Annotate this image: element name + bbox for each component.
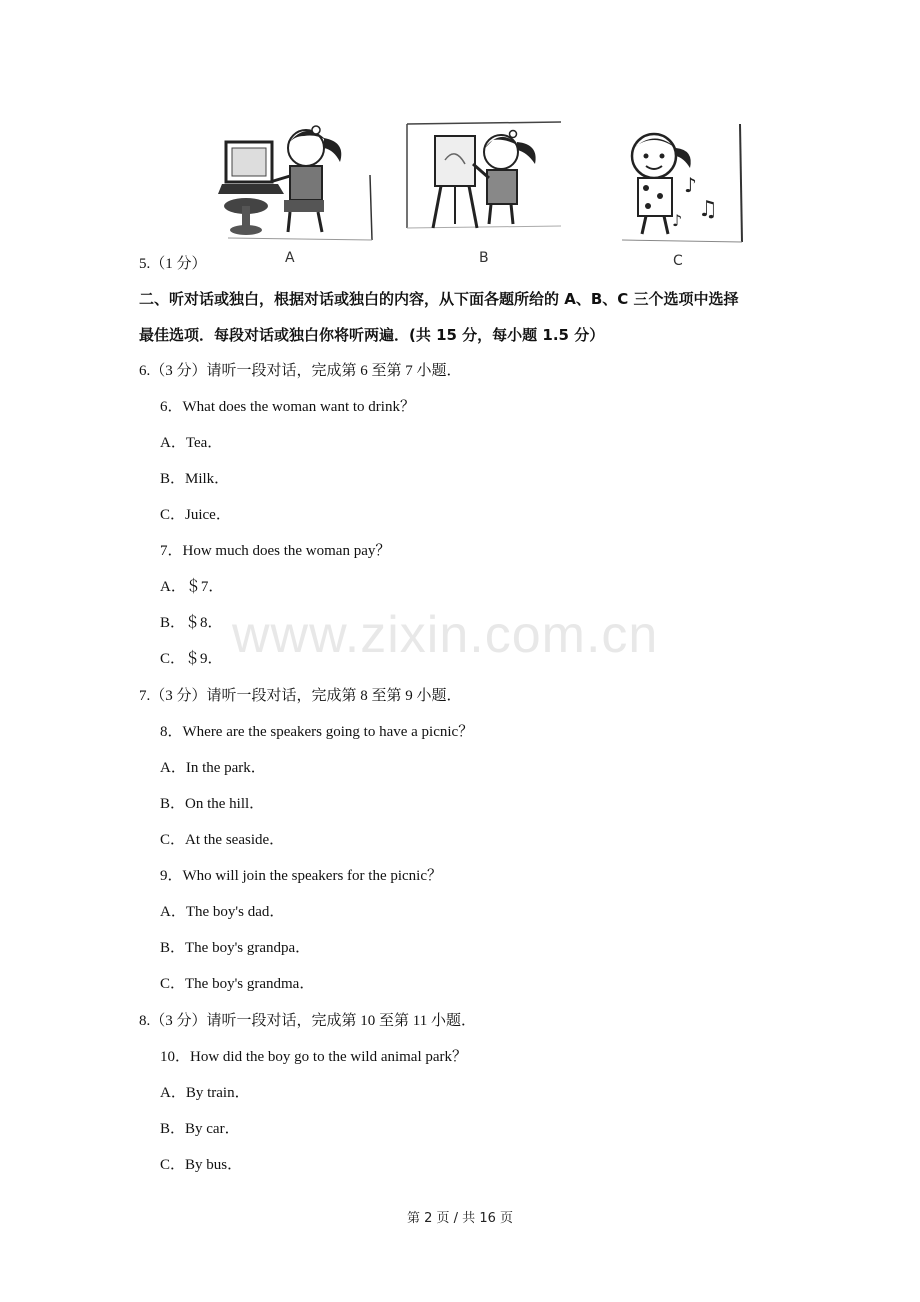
picture-c-label: C [673,253,683,269]
question-6-header: 6.（3 分）请听一段对话，完成第 6 至第 7 小题． [139,363,462,379]
girl-painting-easel-icon [405,120,563,232]
picture-b-label: B [479,250,489,266]
section-2-instruction-line-2: 最佳选项．每段对话或独白你将听两遍．(共 15 分，每小题 1.5 分） [139,326,605,344]
picture-c [614,122,746,246]
watermark: www.zixin.com.cn [232,606,659,664]
sub-question-6-option-c: C．Juice． [160,507,231,523]
svg-text:♫: ♫ [698,197,718,222]
sub-question-7-option-b: B．＄8． [160,615,223,631]
question-7-header: 7.（3 分）请听一段对话，完成第 8 至第 9 小题． [139,688,462,704]
sub-question-10-option-c: C．By bus． [160,1157,243,1173]
sub-question-9-option-a: A．The boy's dad． [160,904,285,920]
sub-question-6-option-a: A．Tea． [160,435,223,451]
sub-question-9-option-b: B．The boy's grandpa． [160,940,311,956]
sub-question-7-stem: 7．How much does the woman pay？ [160,543,391,559]
girl-using-laptop-icon [218,120,376,242]
question-5-header: 5.（1 分） [139,256,207,272]
svg-text:♪: ♪ [672,211,683,230]
page-footer: 第 2 页 / 共 16 页 [407,1211,513,1226]
sub-question-7-option-c: C．＄9． [160,651,223,667]
sub-question-10-option-a: A．By train． [160,1085,250,1101]
sub-question-8-option-c: C．At the seaside． [160,832,285,848]
picture-b [405,120,563,232]
question-8-header: 8.（3 分）请听一段对话，完成第 10 至第 11 小题． [139,1013,476,1029]
section-2-instruction-line-1: 二、听对话或独白，根据对话或独白的内容，从下面各题所给的 A、B、C 三个选项中选择 [139,290,739,308]
sub-question-8-stem: 8．Where are the speakers going to have a picnic？ [160,724,474,740]
sub-question-10-option-b: B．By car． [160,1121,240,1137]
picture-a-label: A [285,250,295,266]
picture-a [218,120,376,242]
sub-question-9-option-c: C．The boy's grandma． [160,976,315,992]
sub-question-10-stem: 10．How did the boy go to the wild animal park？ [160,1049,468,1065]
girl-singing-music-icon [614,122,746,246]
sub-question-7-option-a: A．＄7． [160,579,224,595]
sub-question-8-option-a: A．In the park． [160,760,266,776]
sub-question-8-option-b: B．On the hill． [160,796,265,812]
sub-question-6-stem: 6．What does the woman want to drink？ [160,399,415,415]
svg-text:♪: ♪ [684,173,697,197]
sub-question-9-stem: 9．Who will join the speakers for the picnic？ [160,868,443,884]
sub-question-6-option-b: B．Milk． [160,471,230,487]
